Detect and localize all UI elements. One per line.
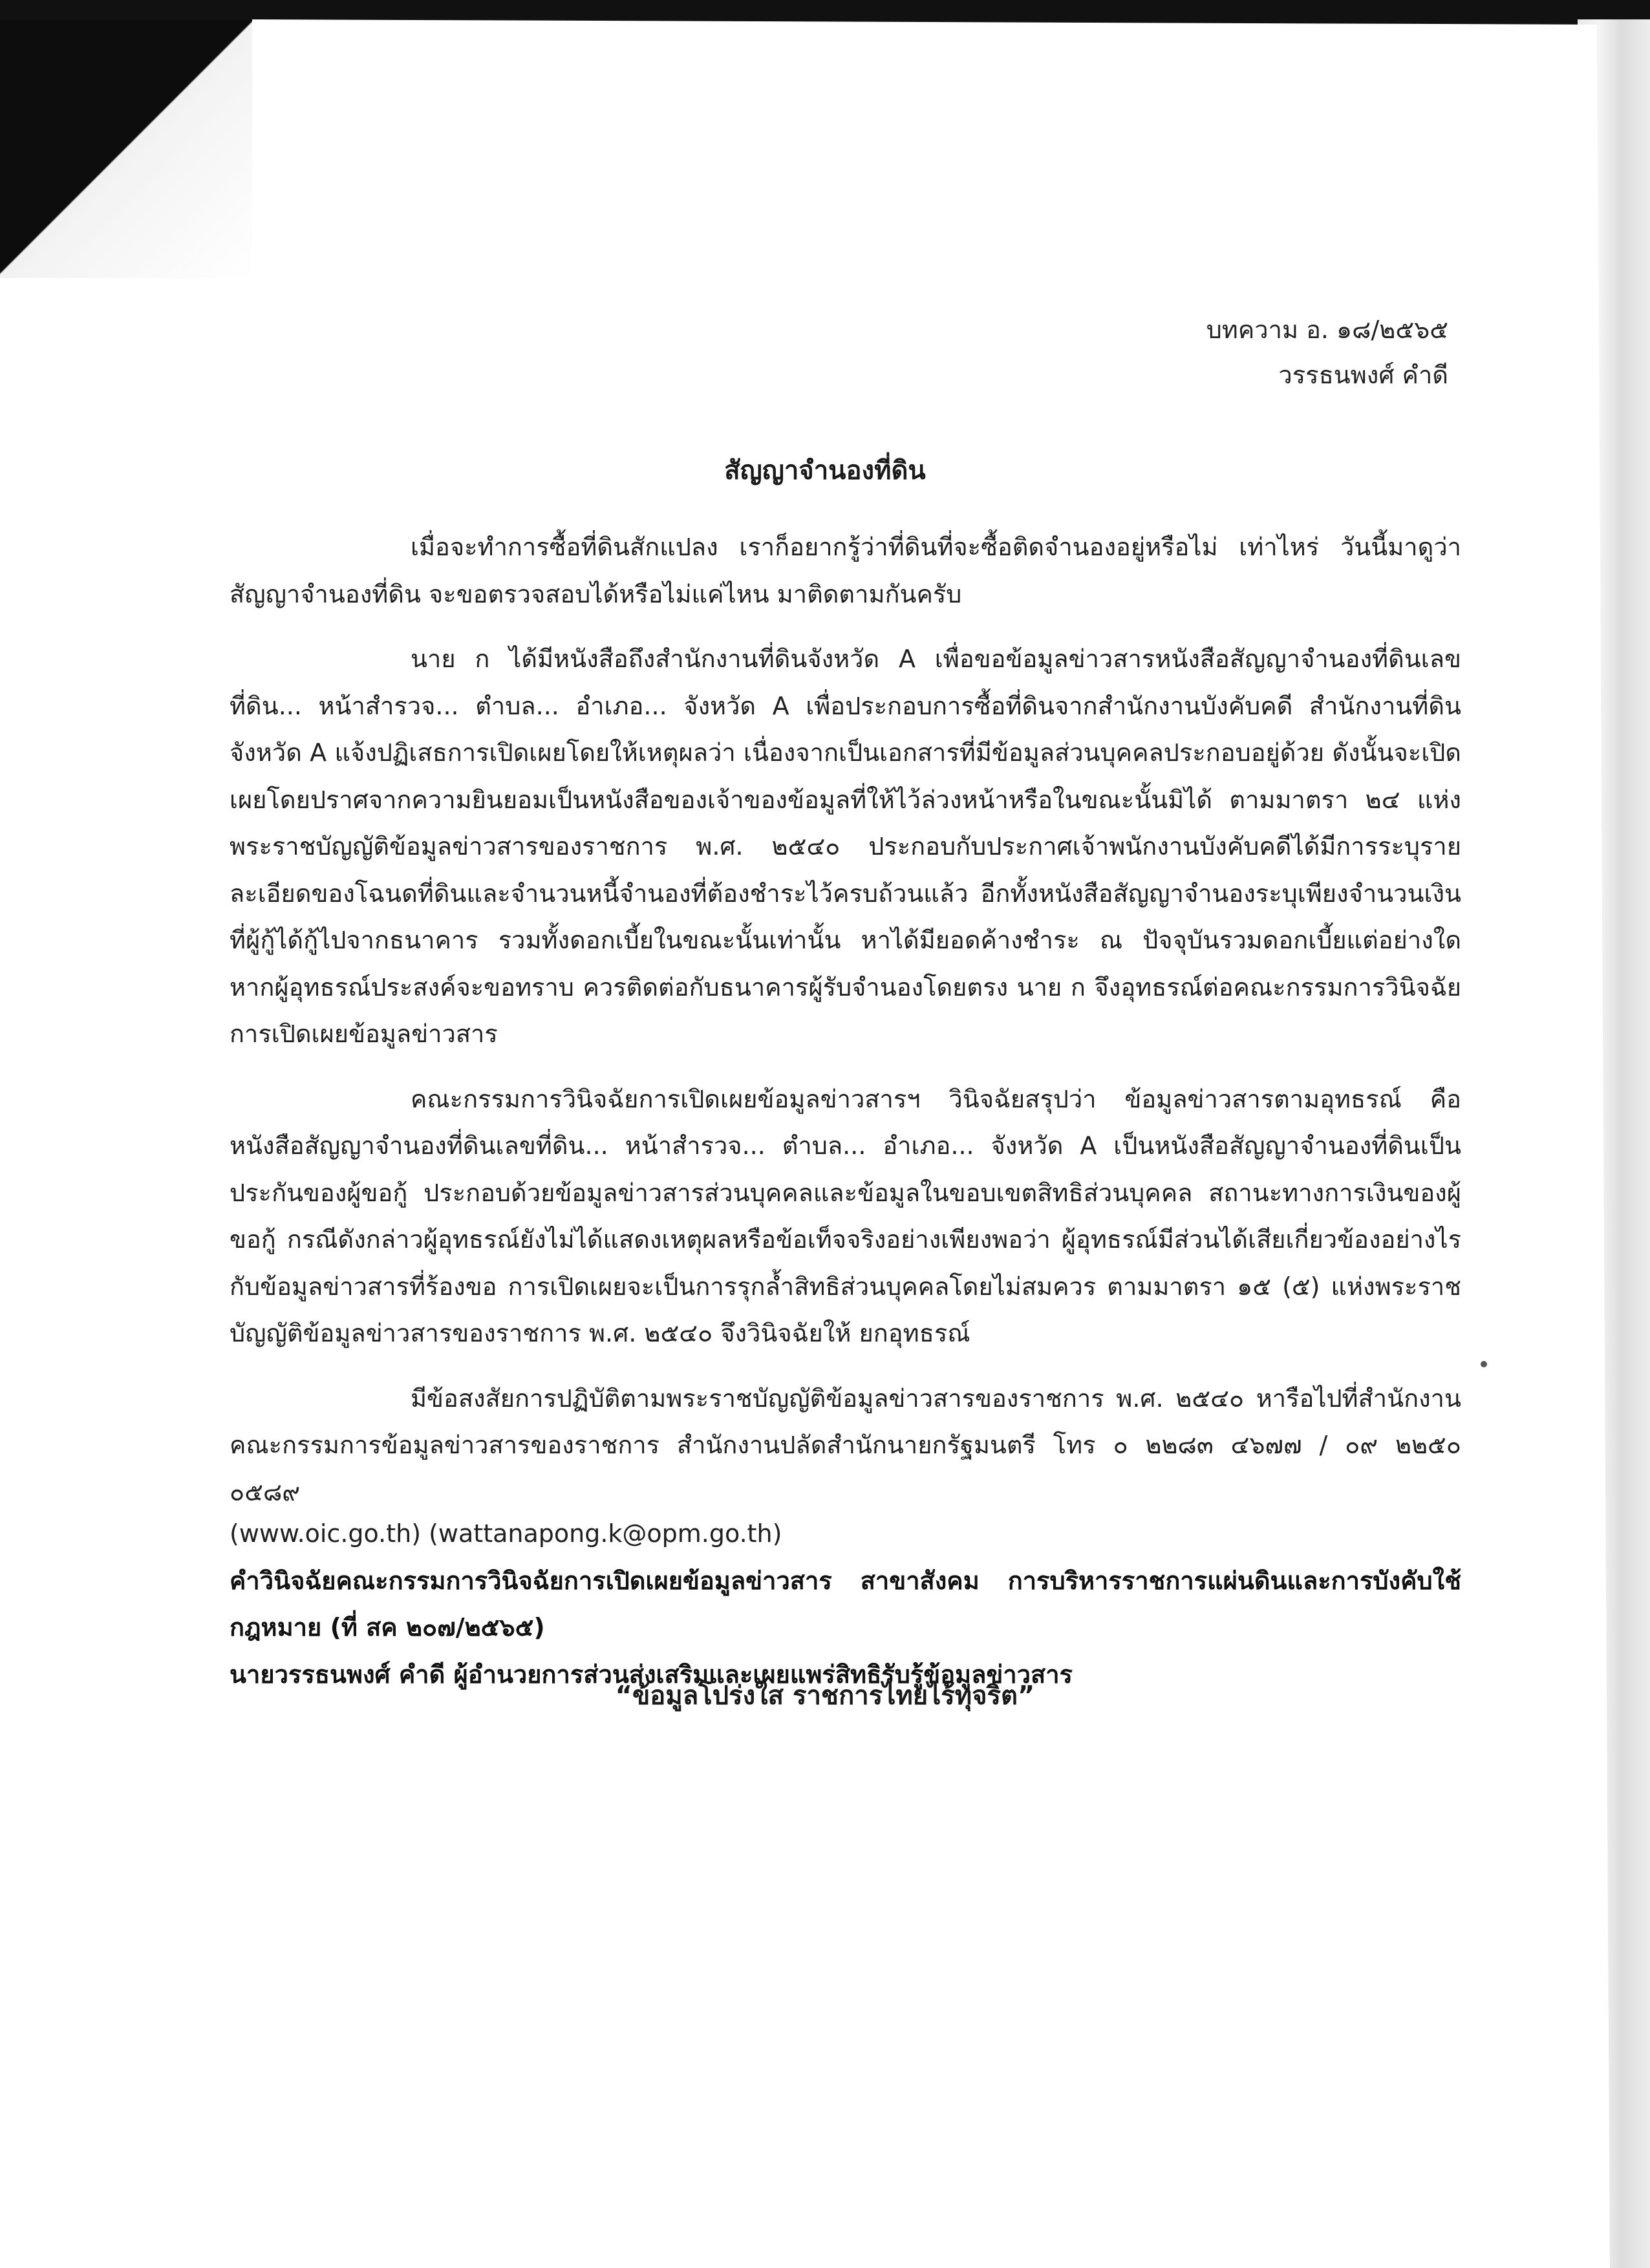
- folded-corner: [0, 19, 252, 278]
- document-body: [230, 524, 1461, 1698]
- ruling-reference: คำวินิจฉัยคณะกรรมการวินิจฉัยการเปิดเผยข้อมูลข่าวสาร สาขาสังคม การบริหารราชการแผ่นดินและการบังคับใช้กฎหมาย (ที่ สค ๒๐๗/๒๕๖๕): [230, 1566, 1461, 1642]
- slogan: “ข้อมูลโปร่งใส ราชการไทยไร้ทุจริต”: [615, 1681, 1035, 1711]
- ink-speck: [1481, 1361, 1487, 1367]
- contact-links: (www.oic.go.th) (wattanapong.k@opm.go.th): [230, 1519, 782, 1548]
- paragraph-ruling: คณะกรรมการวินิจฉัยการเปิดเผยข้อมูลข่าวสารฯ วินิจฉัยสรุปว่า ข้อมูลข่าวสารตามอุทธรณ์ คือ หนังสือสัญญาจำนองที่ดินเลขที่ดิน... หน้าสำรวจ... ตำบล... อำเภอ... จังหวัด A เป็นหนังสือสัญญาจำนองที่ดินเป็นประกันของผู้ขอกู้ ประกอบด้วยข้อมูลข่าวสารส่วนบุคคลและข้อมูลในขอบเขตสิทธิส่วนบุคคล สถานะทางการเงินของผู้ขอกู้ กรณีดังกล่าวผู้อุทธรณ์ยังไม่ได้แสดงเหตุผลหรือข้อเท็จจริงอย่างเพียงพอว่า ผู้อุทธรณ์มีส่วนได้เสียเกี่ยวข้องอย่างไรกับข้อมูลข่าวสารที่ร้องขอ การเปิดเผยจะเป็นการรุกล้ำสิทธิส่วนบุคคลโดยไม่สมควร ตามมาตรา ๑๕ (๕) แห่งพระราชบัญญัติข้อมูลข่าวสารของราชการ พ.ศ. ๒๕๔๐ จึงวินิจฉัยให้ ยกอุทธรณ์: [230, 1084, 1461, 1347]
- author-signature: นายวรรธนพงศ์ คำดี ผู้อำนวยการส่วนส่งเสริมและเผยแพร่สิทธิรับรู้ข้อมูลข่าวสาร: [230, 1660, 1073, 1689]
- article-number: บทความ อ. ๑๘/๒๕๖๕: [1206, 316, 1448, 344]
- paragraph-contact: มีข้อสงสัยการปฏิบัติตามพระราชบัญญัติข้อมูลข่าวสารของราชการ พ.ศ. ๒๕๔๐ หารือไปที่สำนักงานคณะกรรมการข้อมูลข่าวสารของราชการ สำนักงานปลัดสำนักนายกรัฐมนตรี โทร ๐ ๒๒๘๓ ๔๖๗๗ / ๐๙ ๒๒๕๐ ๐๕๘๙: [230, 1384, 1461, 1506]
- paragraph-intro: เมื่อจะทำการซื้อที่ดินสักแปลง เราก็อยากรู้ว่าที่ดินที่จะซื้อติดจำนองอยู่หรือไม่ เท่าไหร่ วันนี้มาดูว่าสัญญาจำนองที่ดิน จะขอตรวจสอบได้หรือไม่แค่ไหน มาติดตามกันครับ: [230, 533, 1461, 608]
- reference-block: [1206, 307, 1448, 398]
- document-title: สัญญาจำนองที่ดิน: [724, 456, 926, 486]
- author-name: วรรธนพงศ์ คำดี: [1278, 361, 1448, 389]
- paragraph-case: นาย ก ได้มีหนังสือถึงสำนักงานที่ดินจังหวัด A เพื่อขอข้อมูลข่าวสารหนังสือสัญญาจำนองที่ดินเลขที่ดิน... หน้าสำรวจ... ตำบล... อำเภอ... จังหวัด A เพื่อประกอบการซื้อที่ดินจากสำนักงานบังคับคดี สำนักงานที่ดินจังหวัด A แจ้งปฏิเสธการเปิดเผยโดยให้เหตุผลว่า เนื่องจากเป็นเอกสารที่มีข้อมูลส่วนบุคคลประกอบอยู่ด้วย ดังนั้นจะเปิดเผยโดยปราศจากความยินยอมเป็นหนังสือของเจ้าของข้อมูลที่ให้ไว้ล่วงหน้าหรือในขณะนั้นมิได้ ตามมาตรา ๒๔ แห่งพระราชบัญญัติข้อมูลข่าวสารของราชการ พ.ศ. ๒๕๔๐ ประกอบกับประกาศเจ้าพนักงานบังคับคดีได้มีการระบุรายละเอียดของโฉนดที่ดินและจำนวนหนี้จำนองที่ต้องชำระไว้ครบถ้วนแล้ว อีกทั้งหนังสือสัญญาจำนองระบุเพียงจำนวนเงินที่ผู้กู้ได้กู้ไปจากธนาคาร รวมทั้งดอกเบี้ยในขณะนั้นเท่านั้น หาได้มียอดค้างชำระ ณ ปัจจุบันรวมดอกเบี้ยแต่อย่างใด หากผู้อุทธรณ์ประสงค์จะขอทราบ ควรติดต่อกับธนาคารผู้รับจำนองโดยตรง นาย ก จึงอุทธรณ์ต่อคณะกรรมการวินิจฉัยการเปิดเผยข้อมูลข่าวสาร: [230, 645, 1461, 1048]
